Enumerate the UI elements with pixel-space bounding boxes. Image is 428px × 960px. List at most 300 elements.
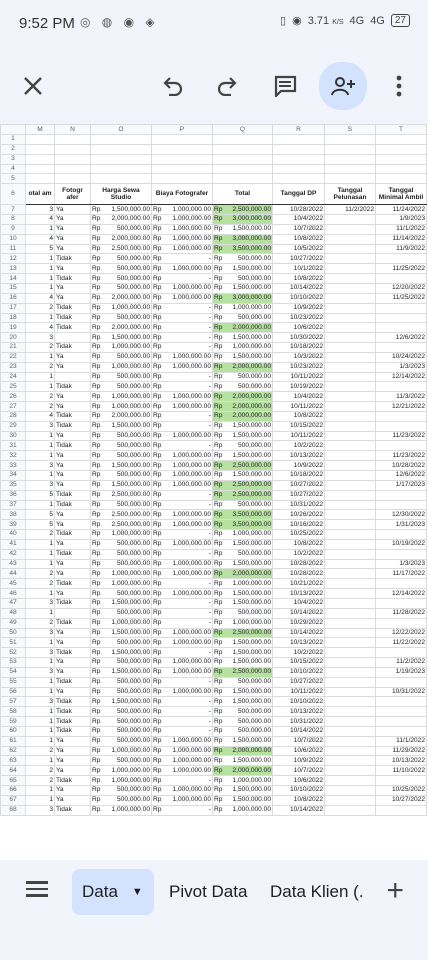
header-p[interactable]: Biaya Fotografer bbox=[152, 184, 213, 205]
cell-tanggal-pelunasan[interactable] bbox=[325, 352, 376, 362]
cell-tanggal-dp[interactable]: 10/2/2022 bbox=[273, 441, 325, 451]
cell-o[interactable] bbox=[91, 786, 152, 796]
cell-p[interactable] bbox=[152, 471, 213, 481]
cell-fotografer[interactable] bbox=[55, 333, 91, 343]
cell-fotografer[interactable]: Ya bbox=[55, 687, 91, 697]
cell-o[interactable] bbox=[91, 352, 152, 362]
cell-o[interactable] bbox=[91, 726, 152, 736]
cell-p[interactable] bbox=[152, 500, 213, 510]
cell-p[interactable] bbox=[152, 154, 213, 164]
row-number[interactable]: 44 bbox=[1, 569, 26, 579]
cell-o[interactable] bbox=[91, 569, 152, 579]
cell-tanggal-dp[interactable] bbox=[273, 164, 325, 174]
cell-tanggal-dp[interactable]: 10/6/2022 bbox=[273, 776, 325, 786]
row-number[interactable]: 25 bbox=[1, 382, 26, 392]
cell-jumlah[interactable]: 1 bbox=[26, 707, 55, 717]
cell-fotografer[interactable]: Tidak bbox=[55, 530, 91, 540]
cell-p[interactable] bbox=[152, 667, 213, 677]
cell-q[interactable] bbox=[213, 687, 273, 697]
row-number[interactable]: 5 bbox=[1, 174, 26, 184]
row-number[interactable]: 17 bbox=[1, 303, 26, 313]
cell-tanggal-pelunasan[interactable] bbox=[325, 598, 376, 608]
cell-tanggal-ambil[interactable]: 10/24/2022 bbox=[376, 352, 427, 362]
cell-tanggal-dp[interactable]: 10/18/2022 bbox=[273, 343, 325, 353]
cell-q[interactable] bbox=[213, 451, 273, 461]
cell-jumlah[interactable]: 2 bbox=[26, 766, 55, 776]
cell-jumlah[interactable]: 1 bbox=[26, 638, 55, 648]
cell-tanggal-pelunasan[interactable] bbox=[325, 303, 376, 313]
cell-tanggal-dp[interactable]: 10/11/2022 bbox=[273, 372, 325, 382]
cell-o[interactable] bbox=[91, 628, 152, 638]
cell-o[interactable] bbox=[91, 608, 152, 618]
cell-q[interactable] bbox=[213, 471, 273, 481]
cell-q[interactable] bbox=[213, 786, 273, 796]
cell-fotografer[interactable]: Ya bbox=[55, 658, 91, 668]
cell-o[interactable] bbox=[91, 135, 152, 145]
cell-tanggal-ambil[interactable]: 11/25/2022 bbox=[376, 264, 427, 274]
header-o[interactable]: Harga Sewa Studio bbox=[91, 184, 152, 205]
cell-tanggal-ambil[interactable] bbox=[376, 254, 427, 264]
cell-tanggal-pelunasan[interactable] bbox=[325, 431, 376, 441]
cell-tanggal-ambil[interactable]: 10/25/2022 bbox=[376, 786, 427, 796]
cell-tanggal-ambil[interactable] bbox=[376, 164, 427, 174]
cell-tanggal-pelunasan[interactable] bbox=[325, 274, 376, 284]
row-number[interactable]: 24 bbox=[1, 372, 26, 382]
row-number[interactable]: 9 bbox=[1, 224, 26, 234]
cell-jumlah[interactable]: 2 bbox=[26, 569, 55, 579]
cell-p[interactable] bbox=[152, 628, 213, 638]
row-number[interactable]: 11 bbox=[1, 244, 26, 254]
row-number[interactable]: 8 bbox=[1, 215, 26, 225]
cell-tanggal-pelunasan[interactable] bbox=[325, 215, 376, 225]
header-s[interactable]: Tanggal Pelunasan bbox=[325, 184, 376, 205]
cell-q[interactable] bbox=[213, 530, 273, 540]
cell-p[interactable] bbox=[152, 490, 213, 500]
cell-tanggal-ambil[interactable] bbox=[376, 530, 427, 540]
cell-o[interactable] bbox=[91, 667, 152, 677]
cell-tanggal-dp[interactable]: 10/27/2022 bbox=[273, 480, 325, 490]
column-n[interactable]: N bbox=[55, 125, 91, 135]
comment-icon[interactable] bbox=[263, 64, 307, 108]
cell-o[interactable] bbox=[91, 795, 152, 805]
cell-jumlah[interactable]: 1 bbox=[26, 539, 55, 549]
cell-q[interactable] bbox=[213, 234, 273, 244]
cell-tanggal-ambil[interactable] bbox=[376, 313, 427, 323]
cell-o[interactable] bbox=[91, 293, 152, 303]
column-q[interactable]: Q bbox=[213, 125, 273, 135]
cell-tanggal-ambil[interactable]: 11/9/2022 bbox=[376, 244, 427, 254]
row-number[interactable]: 16 bbox=[1, 293, 26, 303]
cell-p[interactable] bbox=[152, 303, 213, 313]
cell-o[interactable] bbox=[91, 717, 152, 727]
cell-q[interactable] bbox=[213, 461, 273, 471]
cell-tanggal-ambil[interactable] bbox=[376, 303, 427, 313]
cell-fotografer[interactable]: Ya bbox=[55, 244, 91, 254]
cell-tanggal-pelunasan[interactable] bbox=[325, 677, 376, 687]
cell-tanggal-pelunasan[interactable] bbox=[325, 323, 376, 333]
cell-o[interactable] bbox=[91, 756, 152, 766]
cell-tanggal-dp[interactable]: 10/14/2022 bbox=[273, 805, 325, 815]
cell-q[interactable] bbox=[213, 766, 273, 776]
cell-p[interactable] bbox=[152, 461, 213, 471]
cell-q[interactable] bbox=[213, 421, 273, 431]
cell-tanggal-pelunasan[interactable] bbox=[325, 756, 376, 766]
cell-q[interactable] bbox=[213, 480, 273, 490]
cell-fotografer[interactable]: Ya bbox=[55, 520, 91, 530]
row-number[interactable]: 43 bbox=[1, 559, 26, 569]
cell-tanggal-dp[interactable]: 10/26/2022 bbox=[273, 510, 325, 520]
cell-p[interactable] bbox=[152, 215, 213, 225]
cell-q[interactable] bbox=[213, 756, 273, 766]
row-number[interactable]: 22 bbox=[1, 352, 26, 362]
row-number[interactable]: 33 bbox=[1, 461, 26, 471]
cell-fotografer[interactable]: Ya bbox=[55, 392, 91, 402]
cell-fotografer[interactable]: Tidak bbox=[55, 500, 91, 510]
row-number[interactable]: 61 bbox=[1, 736, 26, 746]
row-number[interactable]: 55 bbox=[1, 677, 26, 687]
row-number[interactable]: 58 bbox=[1, 707, 26, 717]
cell-jumlah[interactable]: 1 bbox=[26, 677, 55, 687]
cell-tanggal-pelunasan[interactable] bbox=[325, 135, 376, 145]
row-number[interactable]: 13 bbox=[1, 264, 26, 274]
cell-o[interactable] bbox=[91, 510, 152, 520]
cell-o[interactable] bbox=[91, 579, 152, 589]
cell-fotografer[interactable]: Ya bbox=[55, 402, 91, 412]
spreadsheet-grid[interactable] bbox=[0, 124, 428, 860]
cell-p[interactable] bbox=[152, 333, 213, 343]
cell-tanggal-ambil[interactable]: 12/21/2022 bbox=[376, 402, 427, 412]
cell-p[interactable] bbox=[152, 520, 213, 530]
cell-jumlah[interactable]: 1 bbox=[26, 224, 55, 234]
cell-tanggal-dp[interactable]: 10/25/2022 bbox=[273, 530, 325, 540]
cell-q[interactable] bbox=[213, 559, 273, 569]
cell-p[interactable] bbox=[152, 205, 213, 215]
cell-o[interactable] bbox=[91, 559, 152, 569]
cell-fotografer[interactable] bbox=[55, 372, 91, 382]
cell-tanggal-ambil[interactable] bbox=[376, 648, 427, 658]
cell-q[interactable] bbox=[213, 697, 273, 707]
cell-tanggal-ambil[interactable]: 1/9/2023 bbox=[376, 215, 427, 225]
cell-q[interactable] bbox=[213, 746, 273, 756]
cell-q[interactable] bbox=[213, 135, 273, 145]
cell-tanggal-pelunasan[interactable] bbox=[325, 707, 376, 717]
cell-o[interactable] bbox=[91, 144, 152, 154]
cell-jumlah[interactable]: 3 bbox=[26, 628, 55, 638]
cell-o[interactable] bbox=[91, 530, 152, 540]
cell-fotografer[interactable]: Tidak bbox=[55, 717, 91, 727]
cell-p[interactable] bbox=[152, 766, 213, 776]
cell-jumlah[interactable]: 4 bbox=[26, 323, 55, 333]
cell-jumlah[interactable]: 1 bbox=[26, 264, 55, 274]
cell-tanggal-dp[interactable]: 10/8/2022 bbox=[273, 795, 325, 805]
cell-fotografer[interactable]: Ya bbox=[55, 736, 91, 746]
cell-o[interactable] bbox=[91, 589, 152, 599]
cell-o[interactable] bbox=[91, 618, 152, 628]
cell-p[interactable] bbox=[152, 234, 213, 244]
cell-q[interactable] bbox=[213, 707, 273, 717]
header-q[interactable]: Total bbox=[213, 184, 273, 205]
cell-tanggal-ambil[interactable] bbox=[376, 421, 427, 431]
cell-jumlah[interactable]: 1 bbox=[26, 274, 55, 284]
cell-jumlah[interactable]: 1 bbox=[26, 254, 55, 264]
cell-tanggal-dp[interactable]: 10/8/2022 bbox=[273, 234, 325, 244]
cell-o[interactable] bbox=[91, 174, 152, 184]
row-number[interactable]: 66 bbox=[1, 786, 26, 796]
cell-tanggal-dp[interactable]: 10/6/2022 bbox=[273, 323, 325, 333]
cell-o[interactable] bbox=[91, 805, 152, 815]
cell-p[interactable] bbox=[152, 392, 213, 402]
tab-data-klien[interactable]: Data Klien (. bbox=[270, 882, 364, 901]
cell-fotografer[interactable]: Tidak bbox=[55, 726, 91, 736]
row-number[interactable]: 46 bbox=[1, 589, 26, 599]
cell-p[interactable] bbox=[152, 569, 213, 579]
cell-p[interactable] bbox=[152, 135, 213, 145]
cell-fotografer[interactable]: Ya bbox=[55, 471, 91, 481]
cell-o[interactable] bbox=[91, 323, 152, 333]
cell-tanggal-ambil[interactable]: 11/23/2022 bbox=[376, 431, 427, 441]
cell-o[interactable] bbox=[91, 658, 152, 668]
cell-tanggal-dp[interactable]: 10/9/2022 bbox=[273, 461, 325, 471]
cell-tanggal-ambil[interactable] bbox=[376, 441, 427, 451]
cell-fotografer[interactable]: Tidak bbox=[55, 549, 91, 559]
cell-fotografer[interactable]: Ya bbox=[55, 480, 91, 490]
cell-tanggal-dp[interactable]: 10/7/2022 bbox=[273, 766, 325, 776]
row-number[interactable]: 28 bbox=[1, 411, 26, 421]
cell-tanggal-ambil[interactable]: 12/20/2022 bbox=[376, 283, 427, 293]
cell-tanggal-dp[interactable]: 10/11/2022 bbox=[273, 431, 325, 441]
row-number[interactable]: 38 bbox=[1, 510, 26, 520]
cell-q[interactable] bbox=[213, 323, 273, 333]
cell-p[interactable] bbox=[152, 411, 213, 421]
cell-tanggal-ambil[interactable] bbox=[376, 776, 427, 786]
cell-fotografer[interactable]: Tidak bbox=[55, 303, 91, 313]
cell-tanggal-pelunasan[interactable] bbox=[325, 490, 376, 500]
cell-o[interactable] bbox=[91, 154, 152, 164]
cell-o[interactable] bbox=[91, 392, 152, 402]
cell-tanggal-dp[interactable]: 10/13/2022 bbox=[273, 707, 325, 717]
cell-jumlah[interactable]: 5 bbox=[26, 520, 55, 530]
cell-tanggal-pelunasan[interactable] bbox=[325, 154, 376, 164]
cell-q[interactable] bbox=[213, 431, 273, 441]
cell-q[interactable] bbox=[213, 293, 273, 303]
cell-tanggal-pelunasan[interactable] bbox=[325, 254, 376, 264]
cell-tanggal-dp[interactable]: 10/10/2022 bbox=[273, 697, 325, 707]
cell-tanggal-ambil[interactable]: 11/23/2022 bbox=[376, 451, 427, 461]
row-number[interactable]: 59 bbox=[1, 717, 26, 727]
cell-jumlah[interactable]: 1 bbox=[26, 736, 55, 746]
cell-tanggal-dp[interactable]: 10/14/2022 bbox=[273, 608, 325, 618]
cell-jumlah[interactable]: 1 bbox=[26, 549, 55, 559]
cell-o[interactable] bbox=[91, 274, 152, 284]
cell-tanggal-pelunasan[interactable] bbox=[325, 569, 376, 579]
row-number[interactable]: 64 bbox=[1, 766, 26, 776]
cell-tanggal-ambil[interactable] bbox=[376, 549, 427, 559]
cell-tanggal-pelunasan[interactable] bbox=[325, 283, 376, 293]
cell-jumlah[interactable]: 3 bbox=[26, 667, 55, 677]
cell-q[interactable] bbox=[213, 608, 273, 618]
row-number[interactable]: 3 bbox=[1, 154, 26, 164]
cell-jumlah[interactable]: 3 bbox=[26, 648, 55, 658]
cell-tanggal-dp[interactable]: 10/28/2022 bbox=[273, 205, 325, 215]
cell-tanggal-ambil[interactable]: 1/19/2023 bbox=[376, 667, 427, 677]
cell-tanggal-dp[interactable]: 10/10/2022 bbox=[273, 293, 325, 303]
cell-fotografer[interactable]: Ya bbox=[55, 461, 91, 471]
cell-jumlah[interactable]: 1 bbox=[26, 372, 55, 382]
cell-tanggal-dp[interactable]: 10/21/2022 bbox=[273, 579, 325, 589]
cell-o[interactable] bbox=[91, 224, 152, 234]
cell-jumlah[interactable] bbox=[26, 174, 55, 184]
cell-tanggal-ambil[interactable] bbox=[376, 144, 427, 154]
cell-p[interactable] bbox=[152, 441, 213, 451]
cell-tanggal-pelunasan[interactable] bbox=[325, 579, 376, 589]
cell-o[interactable] bbox=[91, 244, 152, 254]
cell-tanggal-dp[interactable]: 10/27/2022 bbox=[273, 254, 325, 264]
cell-tanggal-pelunasan[interactable] bbox=[325, 618, 376, 628]
cell-jumlah[interactable]: 5 bbox=[26, 244, 55, 254]
cell-p[interactable] bbox=[152, 530, 213, 540]
cell-tanggal-pelunasan[interactable] bbox=[325, 736, 376, 746]
cell-fotografer[interactable]: Ya bbox=[55, 786, 91, 796]
cell-tanggal-ambil[interactable] bbox=[376, 805, 427, 815]
cell-q[interactable] bbox=[213, 667, 273, 677]
cell-q[interactable] bbox=[213, 283, 273, 293]
cell-tanggal-ambil[interactable] bbox=[376, 411, 427, 421]
row-number[interactable]: 50 bbox=[1, 628, 26, 638]
cell-fotografer[interactable]: Tidak bbox=[55, 707, 91, 717]
row-number[interactable]: 49 bbox=[1, 618, 26, 628]
cell-q[interactable] bbox=[213, 589, 273, 599]
cell-q[interactable] bbox=[213, 224, 273, 234]
cell-q[interactable] bbox=[213, 144, 273, 154]
cell-tanggal-ambil[interactable] bbox=[376, 618, 427, 628]
cell-tanggal-dp[interactable]: 10/27/2022 bbox=[273, 490, 325, 500]
cell-o[interactable] bbox=[91, 382, 152, 392]
cell-fotografer[interactable]: Ya bbox=[55, 451, 91, 461]
row-number[interactable]: 47 bbox=[1, 598, 26, 608]
cell-jumlah[interactable]: 1 bbox=[26, 786, 55, 796]
cell-fotografer[interactable]: Tidak bbox=[55, 323, 91, 333]
cell-tanggal-pelunasan[interactable] bbox=[325, 343, 376, 353]
share-add-person-icon[interactable] bbox=[319, 62, 367, 110]
cell-q[interactable] bbox=[213, 638, 273, 648]
row-number[interactable]: 2 bbox=[1, 144, 26, 154]
cell-tanggal-dp[interactable]: 10/28/2022 bbox=[273, 569, 325, 579]
cell-fotografer[interactable] bbox=[55, 135, 91, 145]
cell-q[interactable] bbox=[213, 343, 273, 353]
cell-tanggal-pelunasan[interactable] bbox=[325, 658, 376, 668]
cell-jumlah[interactable]: 5 bbox=[26, 510, 55, 520]
cell-tanggal-dp[interactable] bbox=[273, 135, 325, 145]
cell-jumlah[interactable]: 2 bbox=[26, 303, 55, 313]
cell-tanggal-dp[interactable]: 10/8/2022 bbox=[273, 274, 325, 284]
cell-fotografer[interactable]: Ya bbox=[55, 234, 91, 244]
cell-q[interactable] bbox=[213, 411, 273, 421]
cell-q[interactable] bbox=[213, 254, 273, 264]
cell-p[interactable] bbox=[152, 805, 213, 815]
cell-tanggal-pelunasan[interactable] bbox=[325, 766, 376, 776]
row-number[interactable]: 39 bbox=[1, 520, 26, 530]
row-number[interactable]: 65 bbox=[1, 776, 26, 786]
cell-tanggal-pelunasan[interactable] bbox=[325, 441, 376, 451]
cell-tanggal-ambil[interactable] bbox=[376, 490, 427, 500]
cell-p[interactable] bbox=[152, 274, 213, 284]
cell-tanggal-ambil[interactable]: 11/14/2022 bbox=[376, 234, 427, 244]
cell-tanggal-ambil[interactable]: 11/1/2022 bbox=[376, 224, 427, 234]
cell-tanggal-pelunasan[interactable] bbox=[325, 717, 376, 727]
cell-tanggal-ambil[interactable] bbox=[376, 274, 427, 284]
cell-tanggal-dp[interactable] bbox=[273, 174, 325, 184]
cell-q[interactable] bbox=[213, 736, 273, 746]
cell-tanggal-pelunasan[interactable] bbox=[325, 608, 376, 618]
cell-tanggal-dp[interactable]: 10/15/2022 bbox=[273, 421, 325, 431]
cell-p[interactable] bbox=[152, 756, 213, 766]
row-number[interactable]: 4 bbox=[1, 164, 26, 174]
row-number[interactable]: 63 bbox=[1, 756, 26, 766]
cell-o[interactable] bbox=[91, 687, 152, 697]
cell-tanggal-ambil[interactable]: 10/13/2022 bbox=[376, 756, 427, 766]
cell-fotografer[interactable]: Tidak bbox=[55, 598, 91, 608]
cell-p[interactable] bbox=[152, 362, 213, 372]
cell-fotografer[interactable] bbox=[55, 154, 91, 164]
row-number[interactable]: 27 bbox=[1, 402, 26, 412]
cell-tanggal-pelunasan[interactable] bbox=[325, 697, 376, 707]
cell-tanggal-pelunasan[interactable] bbox=[325, 144, 376, 154]
row-number[interactable]: 7 bbox=[1, 205, 26, 215]
cell-tanggal-pelunasan[interactable] bbox=[325, 313, 376, 323]
chevron-down-icon[interactable]: ▼ bbox=[131, 886, 143, 898]
cell-q[interactable] bbox=[213, 392, 273, 402]
tab-data[interactable] bbox=[72, 869, 154, 915]
row-number[interactable]: 31 bbox=[1, 441, 26, 451]
cell-tanggal-pelunasan[interactable] bbox=[325, 264, 376, 274]
cell-p[interactable] bbox=[152, 608, 213, 618]
cell-q[interactable] bbox=[213, 362, 273, 372]
cell-tanggal-pelunasan[interactable] bbox=[325, 628, 376, 638]
cell-p[interactable] bbox=[152, 717, 213, 727]
cell-tanggal-dp[interactable]: 10/13/2022 bbox=[273, 638, 325, 648]
cell-tanggal-dp[interactable]: 10/2/2022 bbox=[273, 549, 325, 559]
row-number[interactable]: 10 bbox=[1, 234, 26, 244]
cell-o[interactable] bbox=[91, 677, 152, 687]
cell-o[interactable] bbox=[91, 461, 152, 471]
cell-tanggal-ambil[interactable] bbox=[376, 598, 427, 608]
row-number[interactable]: 62 bbox=[1, 746, 26, 756]
cell-o[interactable] bbox=[91, 520, 152, 530]
cell-jumlah[interactable]: 1 bbox=[26, 471, 55, 481]
cell-jumlah[interactable]: 4 bbox=[26, 234, 55, 244]
cell-jumlah[interactable] bbox=[26, 164, 55, 174]
cell-tanggal-ambil[interactable]: 1/3/2023 bbox=[376, 559, 427, 569]
cell-tanggal-pelunasan[interactable] bbox=[325, 480, 376, 490]
cell-fotografer[interactable]: Tidak bbox=[55, 421, 91, 431]
cell-q[interactable] bbox=[213, 677, 273, 687]
cell-tanggal-pelunasan[interactable] bbox=[325, 549, 376, 559]
cell-tanggal-dp[interactable]: 10/10/2022 bbox=[273, 786, 325, 796]
cell-jumlah[interactable]: 2 bbox=[26, 746, 55, 756]
header-r[interactable]: Tanggal DP bbox=[273, 184, 325, 205]
cell-p[interactable] bbox=[152, 579, 213, 589]
cell-q[interactable] bbox=[213, 490, 273, 500]
more-options-icon[interactable] bbox=[377, 64, 421, 108]
corner-cell[interactable] bbox=[1, 125, 26, 135]
cell-q[interactable] bbox=[213, 205, 273, 215]
cell-o[interactable] bbox=[91, 343, 152, 353]
cell-tanggal-ambil[interactable]: 1/3/2023 bbox=[376, 362, 427, 372]
cell-jumlah[interactable]: 3 bbox=[26, 805, 55, 815]
column-m[interactable]: M bbox=[26, 125, 55, 135]
cell-tanggal-ambil[interactable]: 11/17/2022 bbox=[376, 569, 427, 579]
cell-q[interactable] bbox=[213, 441, 273, 451]
